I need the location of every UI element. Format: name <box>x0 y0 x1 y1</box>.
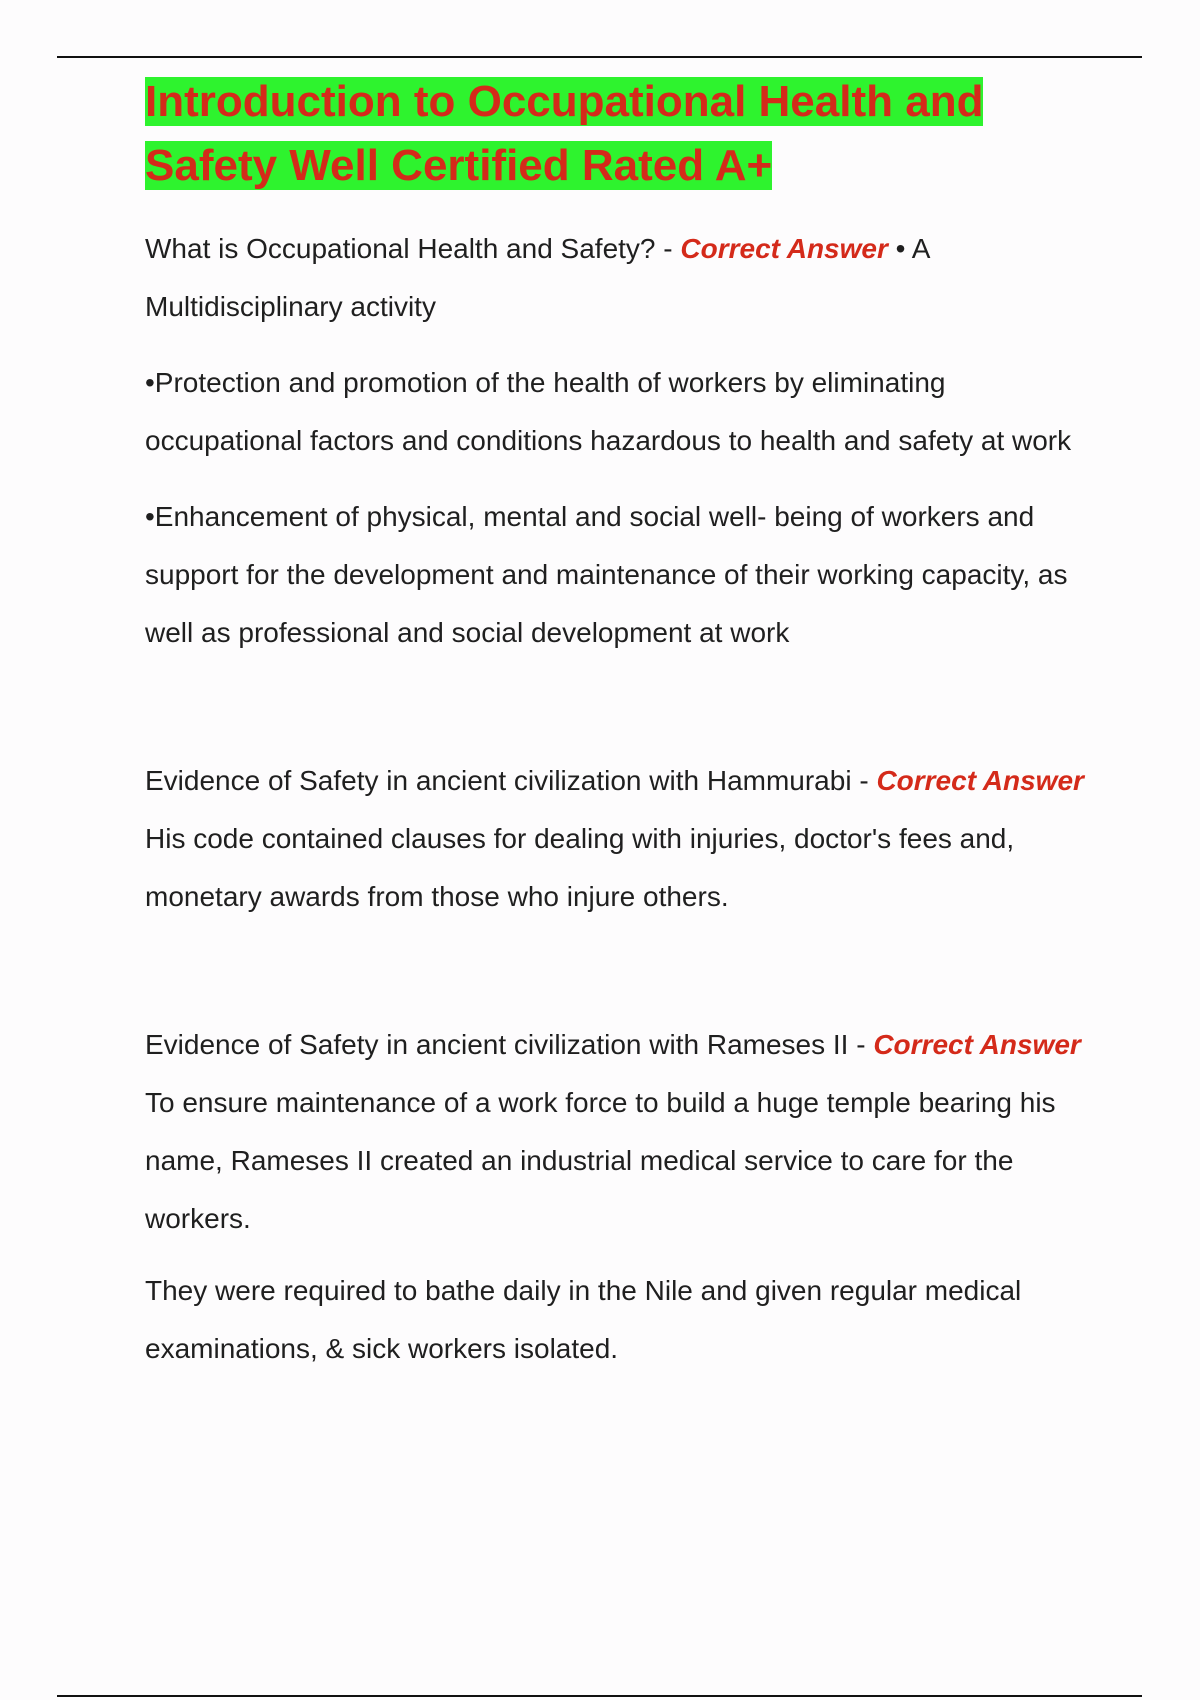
top-rule <box>57 56 1142 58</box>
correct-answer-label: Correct Answer <box>873 1029 1081 1060</box>
qa-item-1 <box>145 220 1105 336</box>
qa-item-3 <box>145 1016 1105 1248</box>
answer-text: To ensure maintenance of a work force to build a huge temple bearing his name, Rameses II created an industrial medical service to care for the workers. <box>145 1087 1056 1234</box>
document-title <box>145 70 1105 198</box>
extra-paragraph: They were required to bathe daily in the Nile and given regular medical examinations, & sick workers isolated. <box>145 1275 1022 1364</box>
bottom-rule <box>57 1695 1142 1697</box>
qa-item-2 <box>145 752 1105 926</box>
bullet-paragraph-1: •Protection and promotion of the health of workers by eliminating occupational factors and conditions hazardous to health and safety at work <box>145 367 1072 456</box>
question-text: Evidence of Safety in ancient civilization with Hammurabi - <box>145 765 877 796</box>
correct-answer-label: Correct Answer <box>680 233 888 264</box>
bullet-paragraph-2: •Enhancement of physical, mental and social well- being of workers and support for the development and maintenance of their working capacity, as well as professional and social development at work <box>145 501 1068 648</box>
correct-answer-label: Correct Answer <box>876 765 1084 796</box>
title-line-1: Introduction to Occupational Health and <box>145 77 984 126</box>
answer-text: • A Multidisciplinary activity <box>145 233 929 322</box>
document-page <box>145 70 1105 1378</box>
question-text: Evidence of Safety in ancient civilization with Rameses II - <box>145 1029 874 1060</box>
title-line-2: Safety Well Certified Rated A+ <box>145 141 773 190</box>
answer-text: His code contained clauses for dealing with injuries, doctor's fees and, monetary awards from those who injure others. <box>145 823 1015 912</box>
question-text: What is Occupational Health and Safety? - <box>145 233 681 264</box>
